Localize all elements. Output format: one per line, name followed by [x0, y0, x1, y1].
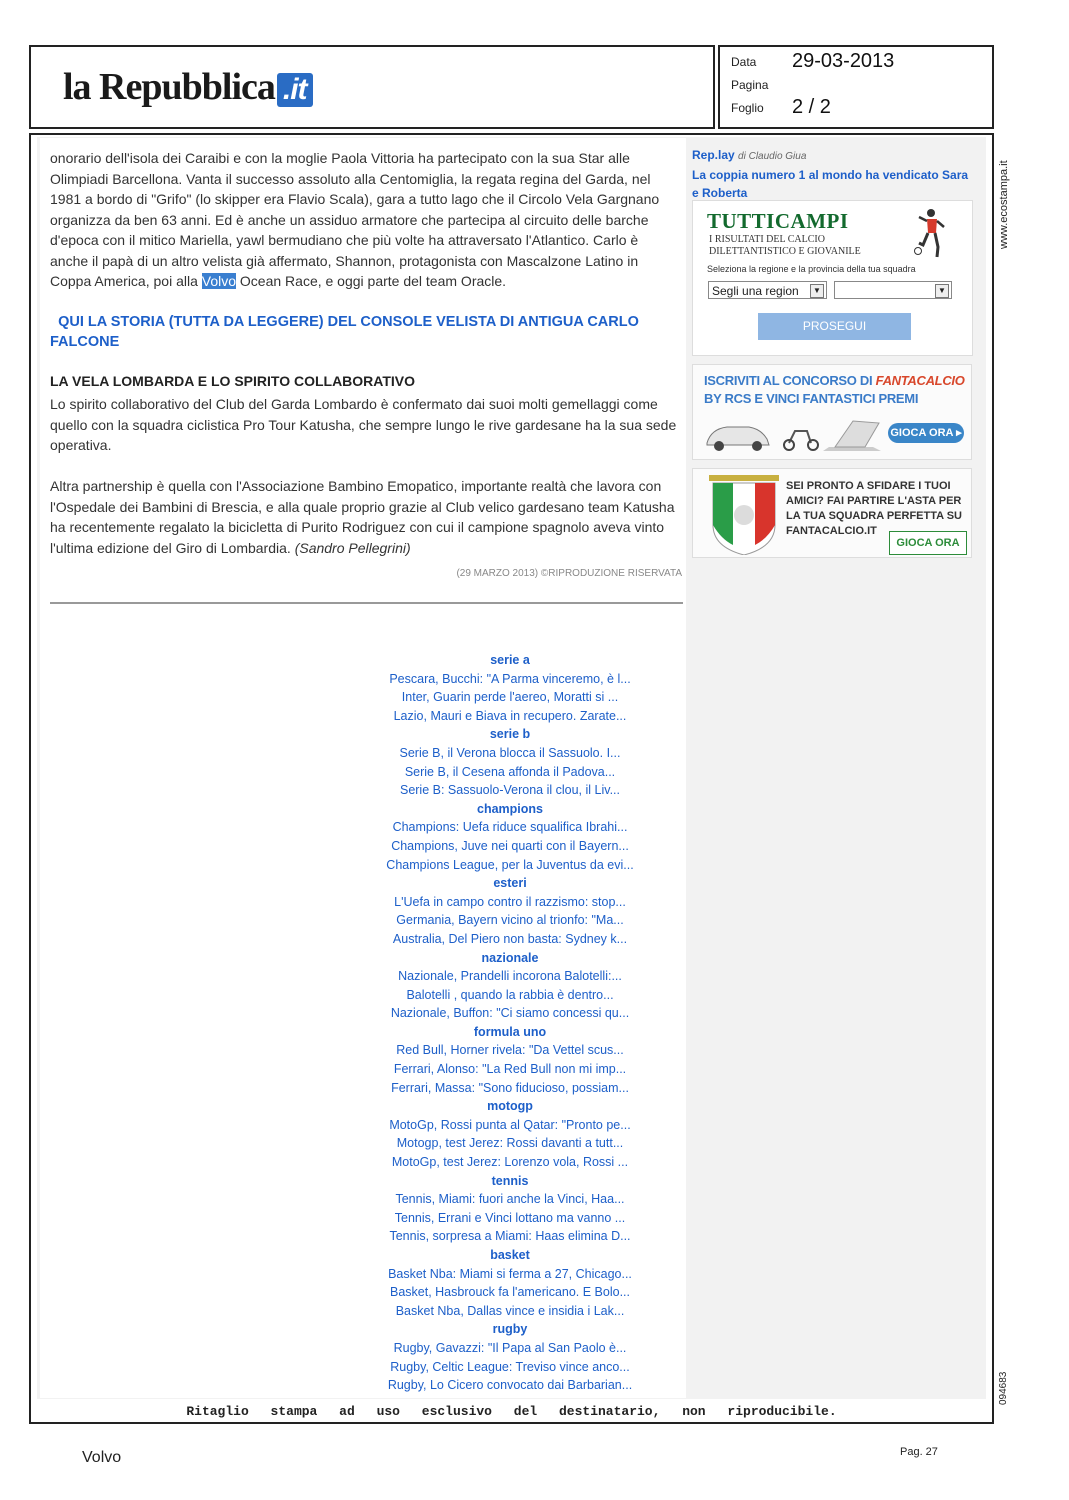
- asta-text: SEI PRONTO A SFIDARE I TUOI AMICI? FAI PARTIRE L'ASTA PER LA TUA SQUADRA PERFETTA SU FANTACALCIO.IT: [786, 480, 962, 537]
- fantacalcio-headline-text: ISCRIVITI AL CONCORSO DI: [704, 373, 873, 388]
- article-divider: [50, 602, 683, 604]
- sports-news-list: [340, 651, 680, 1395]
- date-value: 29-03-2013: [792, 50, 895, 72]
- chevron-down-icon: ▼: [810, 284, 824, 298]
- fantacalcio-asta-banner[interactable]: [692, 468, 972, 558]
- clip-disclaimer: Ritaglio stampa ad uso esclusivo del destinatario, non riproducibile.: [186, 1404, 837, 1419]
- news-link[interactable]: Lazio, Mauri e Biava in recupero. Zarate...: [393, 708, 627, 723]
- news-link[interactable]: Ferrari, Massa: "Sono fiducioso, possiam...: [391, 1080, 629, 1095]
- news-link[interactable]: MotoGp, test Jerez: Lorenzo vola, Rossi ...: [391, 1155, 629, 1170]
- italy-shield-icon: [705, 475, 783, 555]
- replay-byline: di Claudio Giua: [738, 151, 807, 162]
- page-label: Pagina: [731, 78, 769, 92]
- news-link[interactable]: Basket, Hasbrouck fa l'americano. E Bolo...: [390, 1285, 630, 1300]
- gioca-ora-asta-button[interactable]: GIOCA ORA: [889, 531, 967, 555]
- story-link[interactable]: [50, 312, 680, 352]
- story-link-text[interactable]: QUI LA STORIA (TUTTA DA LEGGERE) DEL CONSOLE VELISTA DI ANTIGUA CARLO FALCONE: [50, 314, 639, 350]
- side-site-text: www.ecostampa.it: [998, 160, 1010, 249]
- masthead: [29, 45, 715, 129]
- tutticampi-subtitle: I RISULTATI DEL CALCIO DILETTANTISTICO E GIOVANILE: [709, 234, 861, 257]
- prosegui-button[interactable]: PROSEGUI: [758, 313, 911, 340]
- news-link[interactable]: Basket Nba: Miami si ferma a 27, Chicago...: [388, 1266, 632, 1281]
- news-link[interactable]: Rugby, Lo Cicero convocato dai Barbarian...: [387, 1378, 633, 1393]
- region-select-value: Segli una region: [712, 284, 799, 298]
- side-code-text: 094683: [998, 1371, 1009, 1405]
- category-basket[interactable]: basket: [490, 1248, 530, 1262]
- prizes-icon: [703, 413, 883, 453]
- news-link[interactable]: Champions, Juve nei quarti con il Bayern...: [391, 838, 629, 853]
- fantacalcio-subline: BY RCS E VINCI FANTASTICI PREMI: [704, 391, 919, 406]
- paragraph-1-text: onorario dell'isola dei Caraibi e con la moglie Paola Vittoria ha partecipato con la sua Star alle Olimpiadi Barcellona. Vanta il successo assoluto alla Centomiglia, la regata regina del Garda, nel 1981 a bordo di "Grifo" (lo skipper era Flavio Scala), gara a tutto lago che il Circolo Vela Gargnano organizza da ben 63 anni. Ed è anche un assiduo armatore che partecipa al circuito delle barche d'epoca con il mitico Mariella, yawl bermudiano che più volte ha attraversato l'Atlantico. Carlo è anche il papà di un altro velista già affermato, Shannon, protagonista con Mascalzone Latino in Coppa America, poi alla: [50, 150, 660, 289]
- news-link[interactable]: Australia, Del Piero non basta: Sydney k...: [392, 931, 628, 946]
- news-link[interactable]: Germania, Bayern vicino al trionfo: "Ma...: [396, 913, 624, 928]
- fantacalcio-headline: [704, 373, 965, 388]
- news-link[interactable]: Red Bull, Horner rivela: "Da Vettel scus...: [396, 1043, 624, 1058]
- category-serie-b[interactable]: serie b: [489, 727, 531, 742]
- category-formula-uno[interactable]: formula uno: [473, 1024, 547, 1039]
- article-paragraph-2: Lo spirito collaborativo del Club del Garda Lombardo è confermato dai suoi molti gemellaggi come quello con la squadra ciclistica Pro Tour Katusha, che sempre lungo le rive gardesane ha la sua sede operativa.: [50, 396, 677, 453]
- logo-suffix: .it: [277, 73, 313, 107]
- highlighted-keyword: Volvo: [201, 273, 237, 289]
- province-select[interactable]: [834, 281, 952, 299]
- date-label: Data: [731, 55, 757, 69]
- football-player-icon: [911, 207, 947, 259]
- replay-brand[interactable]: Rep.lay: [692, 148, 735, 162]
- news-link[interactable]: Balotelli , quando la rabbia è dentro...: [406, 987, 614, 1002]
- category-motogp[interactable]: motogp: [487, 1099, 533, 1114]
- news-link[interactable]: Ferrari, Alonso: "La Red Bull non mi imp...: [393, 1062, 627, 1077]
- news-link[interactable]: MotoGp, Rossi punta al Qatar: "Pronto pe...: [389, 1117, 631, 1132]
- news-link[interactable]: Basket Nba, Dallas vince e insidia i Lak...: [395, 1303, 625, 1318]
- replay-headline[interactable]: La coppia numero 1 al mondo ha vendicato Sara e Roberta: [692, 168, 969, 200]
- tutticampi-select-label: Seleziona la regione e la provincia della tua squadra: [707, 264, 916, 274]
- news-link[interactable]: Rugby, Gavazzi: "Il Papa al San Paolo è...: [393, 1340, 627, 1355]
- fantacalcio-contest-banner[interactable]: [692, 364, 972, 460]
- news-link[interactable]: Tennis, Miami: fuori anche la Vinci, Haa...: [395, 1192, 625, 1207]
- client-name: Volvo: [82, 1449, 122, 1466]
- category-rugby[interactable]: rugby: [492, 1322, 528, 1337]
- article-credit: (29 MARZO 2013) ©RIPRODUZIONE RISERVATA: [456, 568, 682, 579]
- side-code-wrapper: [998, 1365, 1012, 1407]
- news-link[interactable]: Inter, Guarin perde l'aereo, Moratti si ...: [401, 690, 619, 705]
- sheet-value: 2 / 2: [792, 96, 831, 118]
- category-esteri[interactable]: esteri: [493, 876, 527, 891]
- clip-info-box: [718, 45, 994, 129]
- category-nazionale[interactable]: nazionale: [481, 950, 539, 965]
- news-link[interactable]: Tennis, Errani e Vinci lottano ma vanno ...: [394, 1210, 626, 1225]
- page-number: Pag. 27: [900, 1446, 938, 1458]
- tutticampi-widget: [692, 200, 973, 356]
- news-link[interactable]: Nazionale, Buffon: "Ci siamo concessi qu...: [390, 1006, 630, 1021]
- news-link[interactable]: L'Uefa in campo contro il razzismo: stop...: [394, 894, 626, 909]
- news-link[interactable]: Champions: Uefa riduce squalifica Ibrahi...: [392, 820, 628, 835]
- news-link[interactable]: Pescara, Bucchi: "A Parma vinceremo, è l...: [389, 671, 631, 686]
- logo-main-text: la Repubblica: [63, 66, 275, 108]
- replay-teaser[interactable]: [692, 146, 972, 202]
- news-link[interactable]: Rugby, Celtic League: Treviso vince anco...: [390, 1359, 630, 1374]
- news-link[interactable]: Serie B: Sassuolo-Verona il clou, il Liv...: [399, 783, 620, 798]
- paragraph-1-text-end: Ocean Race, e oggi parte del team Oracle.: [236, 273, 507, 289]
- category-tennis[interactable]: tennis: [491, 1173, 529, 1188]
- news-link[interactable]: Nazionale, Prandelli incorona Balotelli:...: [398, 969, 622, 984]
- repubblica-logo[interactable]: [63, 65, 313, 109]
- article-author: (Sandro Pellegrini): [294, 539, 411, 556]
- category-serie-a[interactable]: serie a: [490, 653, 530, 667]
- category-champions[interactable]: champions: [477, 801, 543, 816]
- gioca-ora-button[interactable]: GIOCA ORA ▸: [888, 423, 964, 443]
- paragraph-3-text: Altra partnership è quella con l'Associazione Bambino Emopatico, importante realtà che lavora con l'Ospedale dei Bambini di Brescia, e alla quale proprio grazie al Club velico gardesano team Katusha ha recentemente regalato la bicicletta di Purito Rodriguez con cui il campione spagnolo aveva vinto l'ultima edizione del Giro di Lombardia.: [50, 478, 675, 556]
- fantacalcio-brand: FANTACALCIO: [875, 373, 965, 388]
- chevron-down-icon: ▼: [935, 284, 949, 298]
- sheet-label: Foglio: [731, 101, 764, 115]
- news-link[interactable]: Tennis, sorpresa a Miami: Haas elimina D...: [389, 1229, 631, 1244]
- region-select[interactable]: [708, 281, 827, 299]
- side-site-wrapper: [998, 145, 1012, 255]
- news-link[interactable]: Motogp, test Jerez: Rossi davanti a tutt...: [396, 1136, 624, 1151]
- tutticampi-title: TUTTICAMPI: [707, 209, 849, 233]
- article-paragraph-3: [50, 476, 680, 558]
- news-link[interactable]: Serie B, il Verona blocca il Sassuolo. I...: [399, 745, 621, 760]
- news-link[interactable]: Champions League, per la Juventus da evi...: [386, 857, 634, 872]
- article-paragraph-1: [50, 148, 680, 292]
- section-title: LA VELA LOMBARDA E LO SPIRITO COLLABORATIVO: [50, 373, 416, 389]
- news-link[interactable]: Serie B, il Cesena affonda il Padova...: [404, 764, 616, 779]
